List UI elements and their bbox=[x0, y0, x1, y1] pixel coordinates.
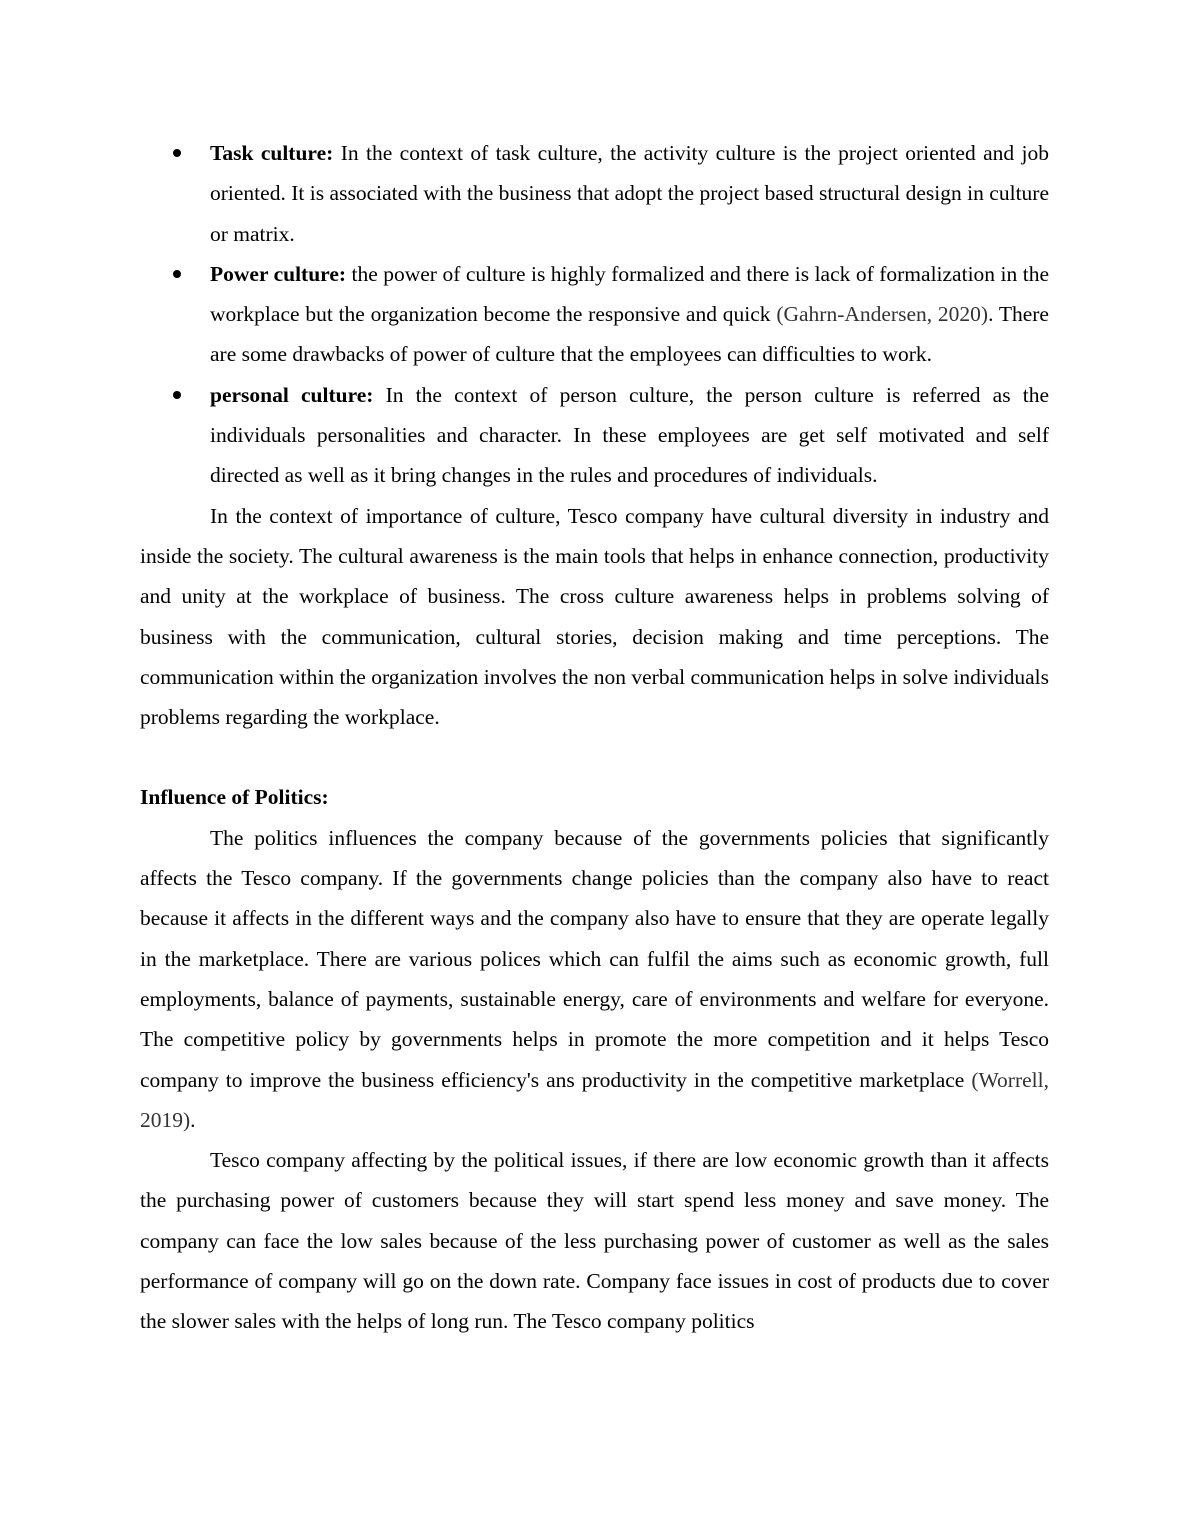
bullet-icon bbox=[173, 391, 181, 399]
list-item-power-culture bbox=[210, 254, 1049, 375]
description-power-culture-b: . There are some drawbacks of power of culture that the employees can difficulties to work. bbox=[210, 302, 1049, 367]
term-task-culture: Task culture: bbox=[210, 141, 334, 165]
paragraph-politics-1-end: . bbox=[190, 1107, 196, 1132]
paragraph-politics-2: Tesco company affecting by the political issues, if there are low economic growth than it affects the purchasing power of customers because they will start spend less money and save money. The company can face the low sales because of the less purchasing power of customer as well as the sales performance of company will go on the down rate. Company face issues in cost of products due to cover the slower sales with the helps of long run. The Tesco company politics bbox=[140, 1148, 1049, 1334]
citation-worrell: (Worrell, 2019) bbox=[140, 1067, 1049, 1132]
paragraph-politics-1 bbox=[140, 818, 1049, 1140]
document-page bbox=[140, 133, 1049, 1342]
bullet-icon bbox=[173, 270, 181, 278]
culture-types-list bbox=[140, 133, 1049, 496]
description-power-culture-a: the power of culture is highly formalized and there is lack of formalization in the workplace but the organization become the responsive and quick bbox=[210, 261, 1049, 327]
description-task-culture: In the context of task culture, the activity culture is the project oriented and job oriented. It is associated with the business that adopt the project based structural design in culture or matrix. bbox=[210, 141, 1050, 246]
heading-influence-of-politics: Influence of Politics: bbox=[140, 785, 329, 810]
bullet-icon bbox=[173, 149, 181, 157]
term-power-culture: Power culture: bbox=[210, 261, 347, 286]
description-personal-culture: In the context of person culture, the person culture is referred as the individuals personalities and character. In these employees are get self motivated and self directed as well as it bring changes in the rules and procedures of individuals. bbox=[210, 382, 1049, 488]
paragraph-politics-1-text: The politics influences the company because of the governments policies that significantly affects the Tesco company. If the governments change policies than the company also have to react because it affects in the different ways and the company also have to ensure that they are operate legally in the marketplace. There are various polices which can fulfil the aims such as economic growth, full employments, balance of payments, sustainable energy, care of environments and welfare for everyone. The competitive policy by governments helps in promote the more competition and it helps Tesco company to improve the business efficiency's ans productivity in the competitive marketplace bbox=[140, 825, 1049, 1092]
paragraph-importance-of-culture: In the context of importance of culture, Tesco company have cultural diversity in industry and inside the society. The cultural awareness is the main tools that helps in enhance connection, productivity and unity at the workplace of business. The cross culture awareness helps in problems solving of business with the communication, cultural stories, decision making and time perceptions. The communication within the organization involves the non verbal communication helps in solve individuals problems regarding the workplace. bbox=[140, 503, 1049, 730]
list-item-personal-culture bbox=[210, 375, 1049, 496]
term-personal-culture: personal culture: bbox=[210, 382, 374, 407]
citation-gahrn-andersen: (Gahrn-Andersen, 2020) bbox=[776, 302, 989, 327]
list-item-task-culture bbox=[210, 133, 1049, 254]
